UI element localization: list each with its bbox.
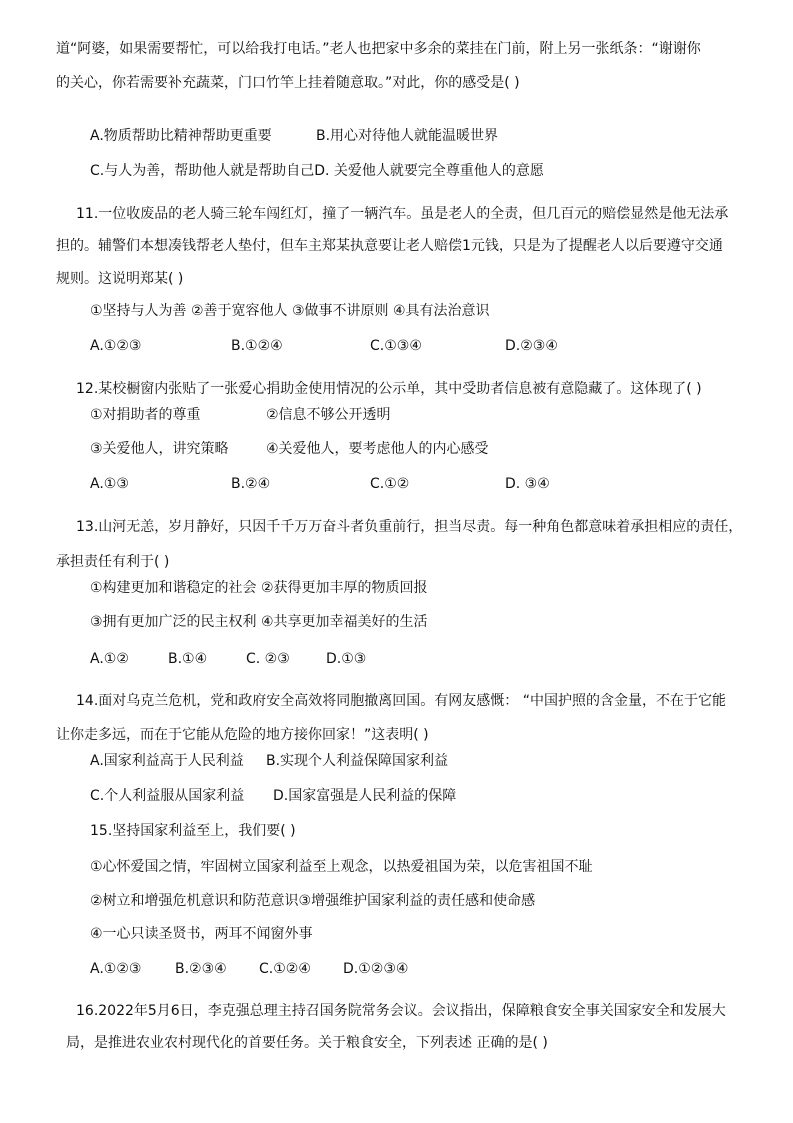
- q11-option-b: B.①②④: [231, 338, 283, 354]
- q15-statements-2-3: ②树立和增强危机意识和防范意识③增强维护国家利益的责任感和使命感: [90, 893, 536, 909]
- q16-stem-line2: 局，是推进农业农村现代化的首要任务。关于粮食安全，下列表述 正确的是( ): [66, 1035, 548, 1051]
- q13-statements-3-4: ③拥有更加广泛的民主权利 ④共享更加幸福美好的生活: [90, 614, 428, 630]
- q11-option-d: D.②③④: [505, 338, 558, 354]
- q10-stem-line2: 的关心，你若需要补充蔬菜，门口竹竿上挂着随意取。”对此，你的感受是( ): [56, 75, 520, 91]
- q10-option-a: A.物质帮助比精神帮助更重要: [90, 128, 272, 144]
- q11-stem-line2: 担的。辅警们本想凑钱帮老人垫付，但车主郑某执意要让老人赔偿1元钱，只是为了提醒老人以后要遵守交通: [56, 238, 723, 254]
- q10-option-b: B.用心对待他人就能温暖世界: [316, 128, 499, 144]
- q13-option-d: D.①③: [326, 651, 367, 667]
- q12-statement-2: ②信息不够公开透明: [266, 407, 391, 423]
- q15-stem: 15.坚持国家利益至上，我们要( ): [90, 823, 296, 839]
- q12-stem: 12.某校橱窗内张贴了一张爱心捐助金使用情况的公示单，其中受助者信息被有意隐藏了。这体现了( ): [76, 381, 702, 397]
- q14-option-c: C.个人利益服从国家利益: [90, 788, 245, 804]
- q15-statement-4: ④一心只读圣贤书，两耳不闻窗外事: [90, 926, 313, 942]
- q13-statements-1-2: ①构建更加和谐稳定的社会 ②获得更加丰厚的物质回报: [90, 580, 428, 596]
- q11-stem-line3: 规则。这说明郑某( ): [56, 271, 184, 287]
- q15-option-b: B.②③④: [175, 961, 227, 977]
- q14-stem-line1: 14.面对乌克兰危机，党和政府安全高效将同胞撤离回国。有网友感慨： “中国护照的含金量，不在于它能: [76, 693, 726, 709]
- q12-statement-4: ④关爱他人，要考虑他人的内心感受: [266, 441, 489, 457]
- q12-option-c: C.①②: [370, 476, 410, 492]
- q13-option-b: B.①④: [168, 651, 208, 667]
- q14-stem-line2: 让你走多远，而在于它能从危险的地方接你回家！”这表明( ): [56, 727, 429, 743]
- q11-option-c: C.①③④: [370, 338, 422, 354]
- q13-option-a: A.①②: [90, 651, 129, 667]
- q15-option-a: A.①②③: [90, 961, 142, 977]
- q13-stem-line2: 承担责任有利于( ): [56, 554, 170, 570]
- q13-stem-line1: 13.山河无恙，岁月静好，只因千千万万奋斗者负重前行，担当尽责。每一种角色都意味着承担相应的责任，: [76, 519, 743, 535]
- q14-option-a: A.国家利益高于人民利益: [90, 753, 244, 769]
- q15-statement-1: ①心怀爱国之情，牢固树立国家利益至上观念，以热爱祖国为荣，以危害祖国不耻: [90, 859, 593, 875]
- q16-stem-line1: 16.2022年5月6日，李克强总理主持召国务院常务会议。会议指出，保障粮食安全事关国家安全和发展大: [76, 1003, 726, 1019]
- q10-stem-line1: 道“阿婆，如果需要帮忙，可以给我打电话。”老人也把家中多余的菜挂在门前，附上另一张纸条：“谢谢你: [56, 41, 701, 57]
- q12-statement-1: ①对捐助者的尊重: [90, 407, 201, 423]
- q14-option-d: D.国家富强是人民利益的保障: [273, 788, 457, 804]
- q12-statement-3: ③关爱他人，讲究策略: [90, 441, 229, 457]
- q13-option-c: C. ②③: [246, 651, 290, 667]
- q11-option-a: A.①②③: [90, 338, 142, 354]
- q12-option-b: B.②④: [231, 476, 271, 492]
- q14-option-b: B.实现个人利益保障国家利益: [266, 753, 449, 769]
- q11-stem-line1: 11.一位收废品的老人骑三轮车闯红灯，撞了一辆汽车。虽是老人的全责，但几百元的赔偿显然是他无法承: [76, 206, 729, 222]
- q12-option-a: A.①③: [90, 476, 129, 492]
- q15-option-c: C.①②④: [259, 961, 311, 977]
- q15-option-d: D.①②③④: [343, 961, 409, 977]
- q10-option-cd: C.与人为善，帮助他人就是帮助自己D. 关爱他人就要完全尊重他人的意愿: [90, 163, 544, 179]
- q11-statements: ①坚持与人为善 ②善于宽容他人 ③做事不讲原则 ④具有法治意识: [90, 303, 490, 319]
- q12-option-d: D. ③④: [505, 476, 550, 492]
